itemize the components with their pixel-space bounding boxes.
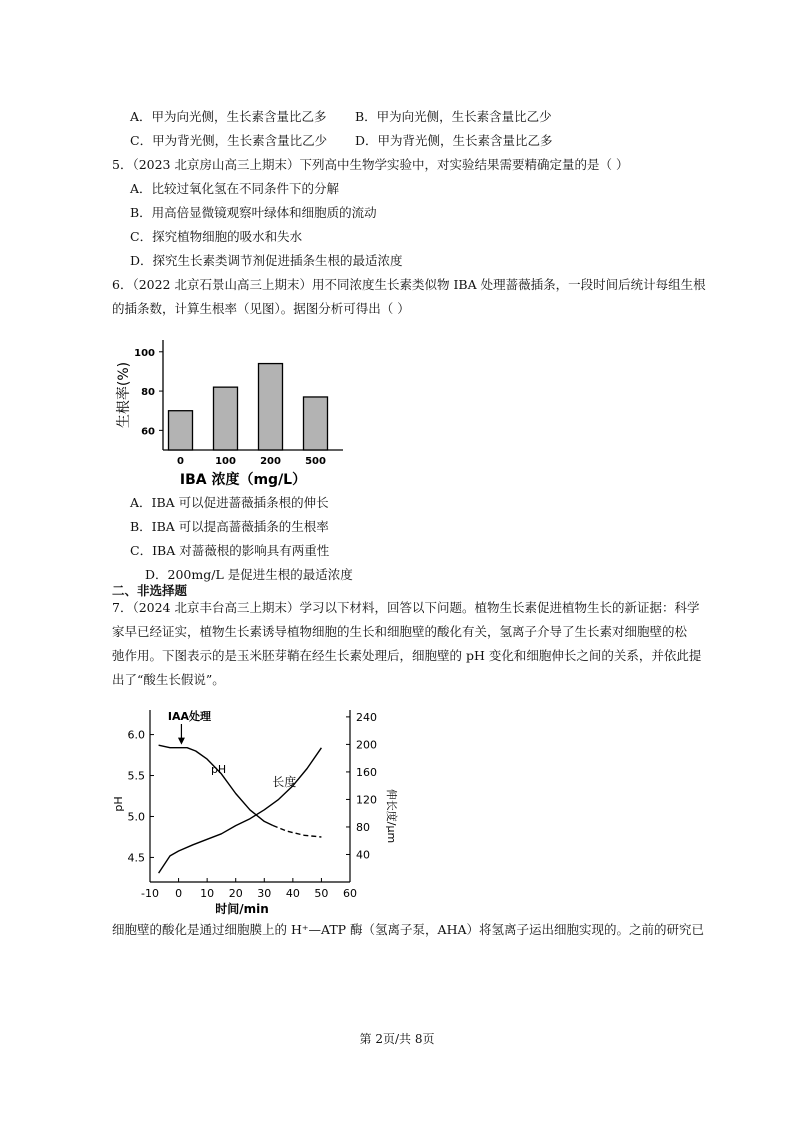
y-tick-label: 100 bbox=[134, 347, 155, 359]
x-tick-label: 60 bbox=[343, 887, 357, 900]
q7-line1: 7．（2024 北京丰台高三上期末）学习以下材料，回答以下问题。植物生长素促进植物生长的新证据：科学 bbox=[112, 600, 700, 615]
ph-length-chart bbox=[110, 700, 410, 915]
left-y-tick-label: 5.0 bbox=[127, 810, 145, 824]
x-tick-label: 200 bbox=[260, 456, 281, 467]
q5-option-d: D．探究生长素类调节剂促进插条生根的最适浓度 bbox=[130, 253, 403, 268]
length-series-label: 长度 bbox=[272, 775, 297, 790]
x-tick-label: 50 bbox=[314, 887, 329, 900]
q5-option-b: B．用高倍显微镜观察叶绿体和细胞质的流动 bbox=[130, 205, 377, 220]
y-axis-label: 生根率(%) bbox=[116, 361, 132, 429]
q7-line3: 弛作用。下图表示的是玉米胚芽鞘在经生长素处理后，细胞壁的 pH 变化和细胞伸长之间的关系，并依此提 bbox=[112, 648, 702, 663]
y-tick-label: 80 bbox=[141, 387, 155, 399]
annotation-arrow-head bbox=[178, 738, 185, 745]
right-y-tick-label: 80 bbox=[356, 820, 370, 834]
bar bbox=[259, 364, 283, 450]
q6-option-a: A．IBA 可以促进蔷薇插条根的伸长 bbox=[130, 495, 329, 510]
bar bbox=[169, 411, 193, 450]
page-footer: 第 2页/共 8页 bbox=[359, 1032, 435, 1046]
iba-bar-chart bbox=[108, 330, 358, 490]
x-tick-label: 0 bbox=[177, 456, 184, 467]
right-y-axis-label: 伸长度/μm bbox=[385, 788, 398, 844]
right-y-tick-label: 120 bbox=[356, 793, 377, 807]
q6-option-b: B．IBA 可以提高蔷薇插条的生根率 bbox=[130, 519, 329, 534]
x-tick-label: 10 bbox=[200, 887, 215, 900]
q4-option-d: D．甲为背光侧，生长素含量比乙多 bbox=[355, 133, 553, 148]
left-y-tick-label: 4.5 bbox=[127, 851, 145, 865]
left-y-tick-label: 6.0 bbox=[127, 728, 145, 742]
x-tick-label: -10 bbox=[141, 887, 159, 900]
q5-option-a: A．比较过氧化氢在不同条件下的分解 bbox=[130, 181, 340, 196]
bar bbox=[214, 387, 238, 450]
x-tick-label: 20 bbox=[228, 887, 243, 900]
x-axis-label: IBA 浓度（mg/L） bbox=[179, 472, 307, 488]
q6-option-c: C．IBA 对蔷薇根的影响具有两重性 bbox=[130, 543, 330, 558]
y-tick-label: 60 bbox=[141, 426, 155, 438]
q7-after-chart: 细胞壁的酸化是通过细胞膜上的 H⁺—ATP 酶（氢离子泵，AHA）将氢离子运出细胞实现的。之前的研究已 bbox=[112, 922, 704, 937]
right-y-tick-label: 240 bbox=[356, 710, 377, 724]
q6-stem-line1: 6．（2022 北京石景山高三上期末）用不同浓度生长素类似物 IBA 处理蔷薇插条，一段时间后统计每组生根 bbox=[112, 277, 706, 292]
q7-line4: 出了“酸生长假说”。 bbox=[112, 672, 225, 687]
q5-option-c: C．探究植物细胞的吸水和失水 bbox=[130, 229, 303, 244]
right-y-tick-label: 40 bbox=[356, 848, 370, 862]
ph-curve bbox=[159, 745, 273, 825]
q4-option-a: A．甲为向光侧，生长素含量比乙多 bbox=[130, 109, 327, 124]
ph-series-label: pH bbox=[210, 763, 227, 777]
q7-line2: 家早已经证实，植物生长素诱导植物细胞的生长和细胞壁的酸化有关，氢离子介导了生长素对细胞壁的松 bbox=[112, 624, 688, 639]
right-y-tick-label: 160 bbox=[356, 765, 377, 779]
x-tick-label: 0 bbox=[175, 887, 183, 900]
left-y-axis-label: pH bbox=[112, 796, 125, 812]
q4-option-c: C．甲为背光侧，生长素含量比乙少 bbox=[130, 133, 328, 148]
length-curve bbox=[159, 748, 322, 873]
q6-option-d: D．200mg/L 是促进生根的最适浓度 bbox=[145, 567, 353, 582]
q4-option-b: B．甲为向光侧，生长素含量比乙少 bbox=[355, 109, 552, 124]
q6-stem-line2: 的插条数，计算生根率（见图）。据图分析可得出（ ） bbox=[112, 301, 410, 316]
x-tick-label: 500 bbox=[305, 456, 326, 467]
x-tick-label: 40 bbox=[285, 887, 300, 900]
x-tick-label: 100 bbox=[215, 456, 236, 467]
x-tick-label: 30 bbox=[257, 887, 272, 900]
section-heading: 二、非选择题 bbox=[112, 583, 188, 598]
x-axis-label: 时间/min bbox=[215, 902, 269, 915]
q5-stem: 5．（2023 北京房山高三上期末）下列高中生物学实验中，对实验结果需要精确定量的是（ ） bbox=[112, 157, 629, 172]
bar bbox=[304, 397, 328, 450]
iaa-annotation: IAA处理 bbox=[167, 710, 211, 723]
left-y-tick-label: 5.5 bbox=[127, 769, 145, 783]
right-y-tick-label: 200 bbox=[356, 738, 377, 752]
ph-curve-dashed bbox=[273, 826, 322, 838]
